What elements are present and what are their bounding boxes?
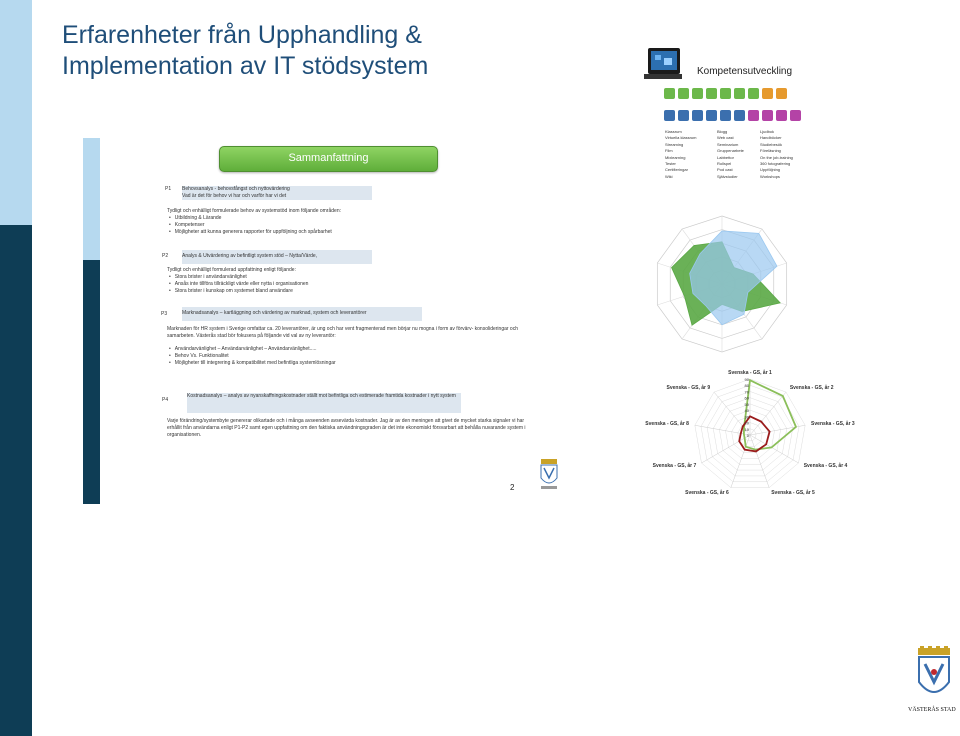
radar-tick-label: 60 [744, 395, 749, 401]
section-code: P4 [162, 397, 169, 403]
slide-title-line-2: Implementation av IT stödsystem [62, 52, 429, 80]
learning-method-icon [790, 110, 801, 121]
radar-axis-label: Svenska - GS, år 9 [666, 384, 711, 391]
bullet: • Stora brister i kunskap om systemet bland användare [169, 288, 293, 295]
radar-axis-label: Svenska - GS, år 7 [652, 463, 697, 469]
bullet: • Ansås inte tillföra tillräckligt värde eller nytta i organisationen [169, 281, 308, 288]
learning-method-icon [734, 88, 745, 99]
bullet: • Möjligheter att kunna generera rapporter för uppföljning och spårbarhet [169, 229, 332, 236]
learning-method-icon [734, 110, 745, 121]
learning-icons-row-2 [664, 110, 804, 124]
learning-method-icon [720, 88, 731, 99]
bullet: • Möjligheter till integrering & kompatibilitet med befintliga systemlösningar [169, 360, 336, 367]
section-code: P1 [165, 186, 172, 192]
radar-tick-label: 10 [744, 426, 749, 432]
radar-tick-label: 20 [744, 420, 749, 426]
city-name: VÄSTERÅS STAD [908, 707, 956, 713]
radar-tick-label: 40 [744, 408, 749, 414]
learning-method-icon [678, 88, 689, 99]
competence-title: Kompetensutveckling [697, 66, 793, 77]
learning-method-icon [664, 88, 675, 99]
learning-method-icon [776, 110, 787, 121]
slide-title [62, 20, 582, 82]
radar-tick-label: 70 [744, 389, 749, 395]
section-heading: Kostnadsanalys – analys av nyanskaffningskostnader ställt mot befintliga och estimerade framtida kostnader i nytt system [187, 393, 461, 413]
bullet: • Kompetenser [169, 222, 205, 229]
radar-axis-label: Svenska - GS, år 4 [803, 463, 848, 469]
learning-method-icon [692, 88, 703, 99]
learning-method-icon [748, 110, 759, 121]
section-intro: Tydligt och enhälligt formulerade behov av systemstöd inom följande områden: [167, 208, 341, 214]
learning-method-icon [762, 110, 773, 121]
monitor-icon [644, 48, 682, 80]
radar-spoke [750, 425, 805, 435]
radar-axis-label: Svenska - GS, år 2 [789, 384, 834, 391]
learning-method-icon [706, 88, 717, 99]
doc-accent-strip-dark [83, 260, 100, 504]
radar-tick-label: 80 [744, 383, 749, 389]
section-intro: Tydligt och enhälligt formulerad uppfattning enligt följande: [167, 267, 296, 273]
section-code: P3 [161, 311, 168, 317]
radar-axis-label: Svenska - GS, år 8 [645, 421, 689, 428]
doc-logo-icon [538, 458, 560, 492]
bullet: • Behov Vs. Funktionalitet [169, 353, 229, 360]
learning-method-icon [748, 88, 759, 99]
slide-title-line-1: Erfarenheter från Upphandling & [62, 21, 422, 49]
radar-axis-label: Svenska - GS, år 5 [771, 490, 815, 497]
vasteras-crest-icon [915, 646, 953, 704]
section-intro: Marknaden för HR system i Sverige omfattar ca. 20 leverantörer, är ung och har vent fragmenterad men börjar nu mogna i form av förvärv- konsolideringar och samarbeten. Västerås stad bör fokusera på följande vid val av ny leverantör: [167, 326, 518, 339]
learning-icons-row-1 [664, 88, 804, 102]
learning-method-icon [692, 110, 703, 121]
bullet: • Användarvänlighet – Användarvänlighet – Användarvänlighet..... [169, 346, 317, 353]
radar-axis-label: Svenska - GS, år 3 [811, 421, 855, 428]
radar-tick-label: 90 [744, 377, 749, 382]
learning-method-icon [664, 110, 675, 121]
section-heading: Analys & Utvärdering av befintligt system stöd – Nytta/Värde, [182, 250, 372, 264]
radar-tick-label: 0 [746, 433, 749, 438]
radar-tick-label: 30 [744, 414, 749, 420]
summary-document-body [163, 186, 543, 486]
method-list-col-2: Blogg Web cast Seminarium Gruppenarbete Labbettor Rollspel Pod cast Självstudier [717, 129, 744, 179]
bullet: • Utbildning & Lärande [169, 215, 221, 222]
learning-method-icon [762, 88, 773, 99]
radar-axis-label: Svenska - GS, år 6 [685, 490, 729, 497]
learning-method-icon [776, 88, 787, 99]
competence-radar-chart [650, 205, 794, 363]
method-list-col-3: Ljudbok Handböcker Studiebesök Föreläsning On the job-training 360 fotografering Uppföljning Workshops [760, 129, 793, 179]
learning-method-icon [706, 110, 717, 121]
section-heading: Behovsanalys - behovsfångst och nyttovärdering Vad är det för behov vi har och varför har vi det [182, 186, 372, 200]
accent-bar-dark [0, 225, 32, 736]
section-intro: Varje förändring/systembyte genererar olikartade och i många avseenden avsevärda kostnader. Jag är av den meningen att givet de mycket starka signaler vi har erhållit från användarna enligt P1-P2 samt egen uppfattning om den faktiska användningsgraden är det inte ekonomiskt försvarbart att behålla nuvarande system i organisationen. [167, 418, 526, 438]
learning-method-icon [720, 110, 731, 121]
doc-accent-strip-light [83, 138, 100, 260]
learning-method-icon [678, 110, 689, 121]
grade-radar-chart [690, 372, 810, 498]
radar-spoke [702, 435, 750, 463]
section-code: P2 [162, 253, 169, 259]
radar-tick-label: 50 [744, 401, 749, 407]
method-list-col-1: Klassrum Virtuella klassrum Streaming Film Mixlearning Tester Certifieringar Wiki [665, 129, 697, 179]
radar-axis-label: Svenska - GS, år 1 [728, 370, 772, 376]
accent-bar-light [0, 0, 32, 225]
section-heading: Marknadsanalys – kartläggning och värdering av marknad, system och leverantörer [182, 307, 422, 321]
summary-heading: Sammanfattning [219, 146, 438, 172]
bullet: • Stora brister i användarvänlighet [169, 274, 247, 281]
page-number: 2 [510, 483, 515, 492]
